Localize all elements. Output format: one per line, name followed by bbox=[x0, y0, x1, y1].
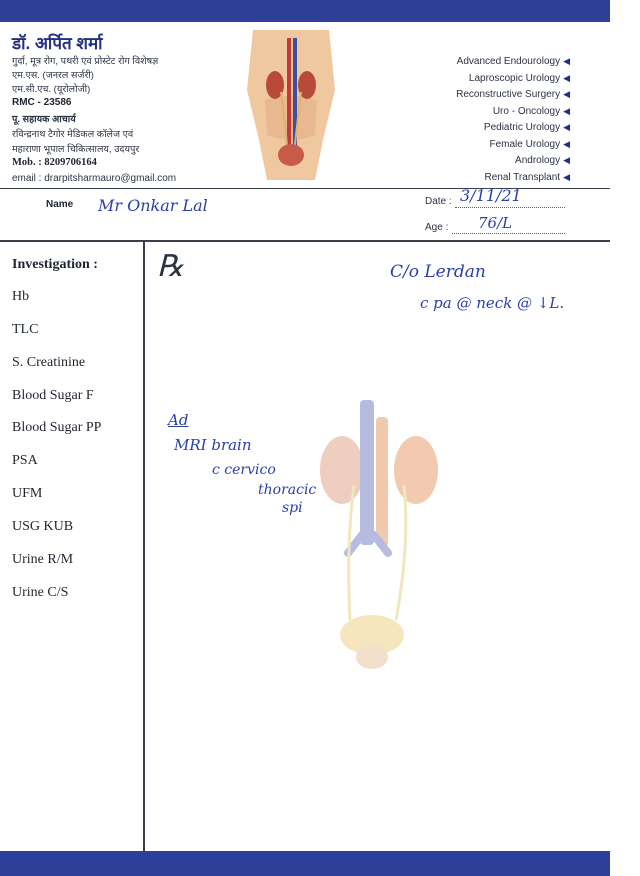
urinary-anatomy-illustration bbox=[245, 30, 337, 180]
patient-divider bbox=[0, 240, 610, 242]
arrow-left-icon: ◀ bbox=[563, 171, 570, 182]
rx-symbol: ℞ bbox=[157, 250, 184, 283]
investigation-item: S. Creatinine bbox=[12, 355, 86, 370]
college: रविन्द्रनाथ टैगोर मेडिकल कॉलेज एवं bbox=[12, 129, 134, 140]
arrow-left-icon: ◀ bbox=[563, 89, 570, 99]
arrow-left-icon: ◀ bbox=[563, 56, 570, 66]
arrow-left-icon: ◀ bbox=[563, 122, 570, 132]
name-label: Name bbox=[46, 199, 74, 210]
rmc-number: RMC - 23586 bbox=[12, 97, 72, 108]
degree-1: एम.एस. (जनरल सर्जरी) bbox=[12, 70, 94, 81]
advice-line-3: thoracic bbox=[258, 482, 317, 498]
arrow-left-icon: ◀ bbox=[563, 155, 570, 165]
specialty-item: Andrology ◀ bbox=[515, 155, 570, 166]
specialty-item: Renal Transplant ◀ bbox=[484, 171, 570, 183]
top-band bbox=[0, 0, 610, 22]
complaint-line-1: C/o Lerdan bbox=[390, 262, 486, 282]
complaint-line-2: c pa @ neck @ ↓L. bbox=[420, 294, 565, 312]
specialty-item: Pediatric Urology ◀ bbox=[483, 122, 570, 133]
sidebar-divider bbox=[143, 240, 145, 851]
date-dotted-line bbox=[455, 207, 565, 208]
page-edge bbox=[610, 0, 640, 876]
investigation-item: PSA bbox=[12, 453, 38, 468]
designation: पू. सहायक आचार्य bbox=[12, 114, 76, 125]
patient-name: Mr Onkar Lal bbox=[98, 196, 208, 215]
bottom-band bbox=[0, 851, 610, 876]
investigation-item: Urine R/M bbox=[12, 552, 74, 567]
specialty-item: Advanced Endourology ◀ bbox=[456, 56, 570, 67]
specialty-item: Laproscopic Urology ◀ bbox=[468, 72, 570, 84]
arrow-left-icon: ◀ bbox=[563, 138, 570, 149]
date-label: Date : bbox=[425, 196, 452, 207]
advice-line-1: MRI brain bbox=[174, 436, 252, 454]
kidney-watermark-illustration bbox=[300, 395, 450, 675]
advice-label: Ad bbox=[168, 411, 189, 429]
doctor-name: डॉ. अर्पित शर्मा bbox=[12, 34, 103, 53]
specialty-line: गुर्दा, मूत्र रोग, पथरी एवं प्रोस्टेट रोग विशेषज्ञ bbox=[12, 56, 159, 67]
age-label: Age : bbox=[425, 222, 449, 233]
hospital: महाराणा भूपाल चिकित्सालय, उदयपुर bbox=[12, 144, 140, 155]
specialty-item: Female Urology ◀ bbox=[489, 138, 570, 150]
mobile-number: Mob. : 8209706164 bbox=[12, 157, 97, 168]
investigation-item: Blood Sugar PP bbox=[12, 420, 102, 435]
advice-line-4: spi bbox=[282, 500, 303, 516]
specialty-item: Uro - Oncology ◀ bbox=[492, 105, 570, 117]
investigation-item: Hb bbox=[12, 289, 30, 304]
investigation-item: TLC bbox=[12, 322, 39, 337]
investigation-item: Blood Sugar F bbox=[12, 388, 94, 403]
specialty-list bbox=[456, 56, 570, 188]
age-dotted-line bbox=[452, 233, 565, 234]
specialty-item: Reconstructive Surgery ◀ bbox=[456, 89, 570, 100]
investigation-title: Investigation : bbox=[12, 257, 98, 272]
age-value: 76/L bbox=[478, 214, 513, 232]
investigation-item: Urine C/S bbox=[12, 585, 69, 600]
investigation-item: UFM bbox=[12, 486, 43, 501]
degree-2: एम.सी.एच. (यूरोलोजी) bbox=[12, 84, 91, 95]
investigation-item: USG KUB bbox=[12, 519, 74, 534]
date-value: 3/11/21 bbox=[460, 186, 522, 205]
arrow-left-icon: ◀ bbox=[563, 105, 570, 116]
arrow-left-icon: ◀ bbox=[563, 72, 570, 83]
advice-line-2: c cervico bbox=[212, 462, 276, 478]
email-address: email : drarpitsharmauro@gmail.com bbox=[12, 173, 177, 184]
